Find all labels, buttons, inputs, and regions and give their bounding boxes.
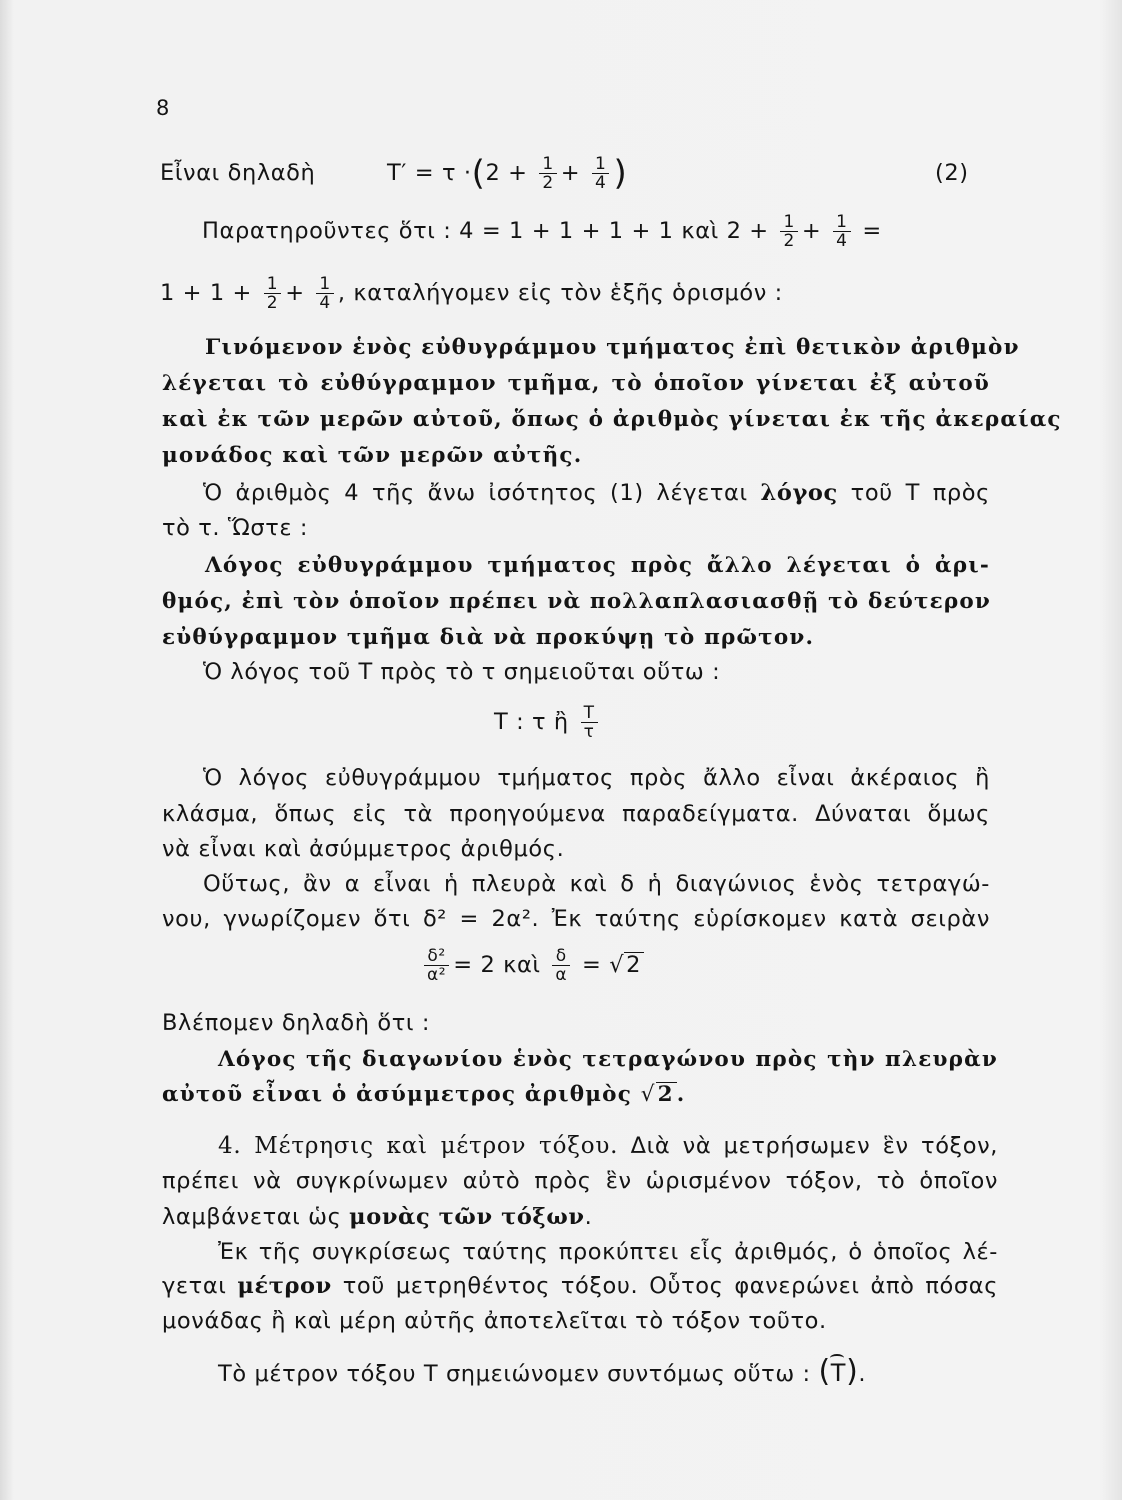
frac-num: 1 [780, 213, 797, 232]
obs-fraction-quarter [833, 213, 850, 250]
measure-paragraph-line-2 [162, 1271, 998, 1301]
def3-radicand: 2 [656, 1082, 677, 1107]
eq2-fraction-half [539, 155, 556, 192]
sqrt-eq-equals: = [581, 952, 602, 978]
definition-2-line-2: θμός, ἐπὶ τὸν ὁποῖον πρέπει νὰ πολλαπλασιασθῇ τὸ δεύτερον [162, 589, 992, 614]
definition-1-line-1: Γινόμενον ἑνὸς εὐθυγράμμου τμήματος ἐπὶ θετικὸν ἀριθμὸν [205, 335, 1020, 360]
frac-den: 4 [319, 293, 331, 313]
eq2-lhs: T′ = τ · [386, 160, 472, 186]
obs2-plus: + [285, 280, 305, 306]
section-4-text: Διὰ νὰ μετρήσωμεν ἓν τόξον, [630, 1133, 998, 1159]
notation-text: T : τ ἢ [494, 709, 569, 735]
sqrt-eq-fraction-1 [424, 947, 449, 984]
symbol-open-paren: ( [818, 1354, 831, 1389]
frac-num: 1 [592, 155, 609, 174]
section-4-line-3 [162, 1202, 592, 1232]
frac-num: 1 [833, 213, 850, 232]
ratio-paragraph-line-1 [203, 478, 990, 508]
frac-num: 1 [264, 275, 281, 294]
section-4-heading: 4. Μέτρησις καὶ μέτρον τόξου. [218, 1133, 619, 1159]
equation-2 [160, 153, 627, 193]
final-text: Τὸ μέτρον τόξου T σημειώνομεν συντόμως οὕτω : [218, 1361, 811, 1387]
frac-den: 2 [266, 293, 279, 313]
frac-den: α² [427, 965, 447, 985]
frac-num: T [581, 704, 598, 723]
symbol-close-paren: ) [846, 1354, 859, 1389]
obs-equals: = [862, 218, 882, 244]
section-4-line-2: πρέπει νὰ συγκρίνωμεν αὐτὸ πρὸς ἓν ὡρισμένον τόξον, τὸ ὁποῖον [162, 1168, 998, 1194]
frac-den: 2 [783, 231, 795, 251]
obs2-fraction-half [264, 275, 281, 312]
definition-3-line-2 [162, 1080, 685, 1110]
sqrt-equation [420, 940, 644, 990]
sqrt-eq-mid: = 2 καὶ [453, 952, 541, 978]
notation-line: Ὁ λόγος τοῦ T πρὸς τὸ τ σημειοῦται οὕτω : [203, 659, 721, 685]
observation-line-1 [202, 211, 882, 251]
obs2-start: 1 + 1 + [160, 280, 252, 306]
measure-paragraph-line-1: Ἐκ τῆς συγκρίσεως ταύτης προκύπτει εἷς ἀριθμός, ὁ ὁποῖος λέ- [218, 1239, 998, 1265]
definition-1-line-2: λέγεται τὸ εὐθύγραμμον τμῆμα, τὸ ὁποῖον γίνεται ἐξ αὐτοῦ [162, 371, 990, 396]
eq2-fraction-quarter [592, 155, 609, 192]
notation-fraction [581, 704, 598, 741]
frac-den: α [555, 965, 568, 985]
eq2-intro: Εἶναι δηλαδὴ [160, 160, 316, 186]
definition-1-line-4: μονάδος καὶ τῶν μερῶν αὐτῆς. [162, 443, 583, 468]
observation-line-2 [160, 273, 783, 313]
definition-3-line-1: Λόγος τῆς διαγωνίου ἑνὸς τετραγώνου πρὸς τὴν πλευρὰν [218, 1047, 998, 1072]
def3-text: αὐτοῦ εἶναι ὁ ἀσύμμετρος ἀριθμὸς [162, 1082, 633, 1107]
ratio-text: Ὁ ἀριθμὸς 4 τῆς ἄνω ἰσότητος (1) λέγεται [203, 480, 748, 506]
frac-num: δ² [424, 947, 449, 966]
obs-text: Παρατηροῦντες ὅτι : 4 = 1 + 1 + 1 + 1 καὶ 2 + [202, 218, 769, 244]
eq2-close-paren: ) [613, 153, 628, 194]
equation-label: (2) [935, 160, 969, 186]
ratio-nature-line-3: νὰ εἶναι καὶ ἀσύμμετρος ἀριθμός. [162, 836, 565, 862]
measure-text-b: τοῦ μετρηθέντος τόξου. Οὗτος φανερώνει ἀπὸ πόσας [342, 1273, 998, 1299]
def3-period: . [676, 1082, 686, 1107]
radical-sign: √ [609, 952, 625, 978]
definition-2-line-1: Λόγος εὐθυγράμμου τμήματος πρὸς ἄλλο λέγεται ὁ ἀρι- [205, 553, 990, 578]
square-paragraph-line-1: Οὕτως, ἂν α εἶναι ἡ πλευρὰ καὶ δ ἡ διαγώνιος ἑνὸς τετραγώ- [203, 871, 990, 897]
measure-term-bold: μέτρον [237, 1273, 332, 1299]
frac-den: 4 [595, 173, 607, 193]
eq2-plus: + [560, 160, 581, 186]
obs2-fraction-quarter [316, 275, 333, 312]
page-number: 8 [156, 96, 170, 120]
ratio-paragraph-line-2: τὸ τ. Ὥστε : [162, 515, 309, 541]
ratio-text-end: τοῦ T πρὸς [850, 480, 990, 506]
frac-num: δ [552, 947, 570, 966]
frac-den: 2 [542, 173, 554, 193]
frac-num: 1 [316, 275, 333, 294]
final-line [218, 1350, 866, 1394]
ratio-nature-line-2: κλάσμα, ὅπως εἰς τὰ προηγούμενα παραδείγματα. Δύναται ὅμως [162, 801, 990, 827]
ratio-nature-line-1: Ὁ λόγος εὐθυγράμμου τμήματος πρὸς ἄλλο εἶναι ἀκέραιος ἢ [203, 765, 990, 791]
def3-radical-sign: √ [640, 1082, 656, 1107]
section-4-line-1 [218, 1131, 998, 1161]
frac-den: τ [583, 722, 595, 742]
eq2-open-paren: ( [471, 153, 486, 194]
eq2-two-plus: 2 + [485, 160, 528, 186]
obs-plus: + [801, 218, 822, 244]
measure-paragraph-line-3: μονάδας ἢ καὶ μέρη αὐτῆς ἀποτελεῖται τὸ τόξον τοῦτο. [162, 1308, 827, 1334]
obs2-end: , καταλήγομεν εἰς τὸν ἑξῆς ὁρισμόν : [337, 280, 783, 306]
arc-measure-symbol [818, 1350, 858, 1395]
definition-1-line-3: καὶ ἐκ τῶν μερῶν αὐτοῦ, ὅπως ὁ ἀριθμὸς γίνεται ἐκ τῆς ἀκεραίας [162, 407, 1062, 432]
arc-mark-icon [830, 1354, 844, 1362]
definition-2-line-3: εὐθύγραμμον τμῆμα διὰ νὰ προκύψῃ τὸ πρῶτον. [162, 625, 815, 650]
see-line: Βλέπομεν δηλαδὴ ὅτι : [162, 1010, 431, 1036]
obs-fraction-half [780, 213, 797, 250]
square-paragraph-line-2: νου, γνωρίζομεν ὅτι δ² = 2α². Ἐκ ταύτης εὑρίσκομεν κατὰ σειρὰν [162, 906, 990, 932]
frac-num: 1 [539, 155, 556, 174]
notation-formula [494, 700, 602, 744]
symbol-letter: T [830, 1359, 847, 1387]
measure-text-a: γεται [162, 1273, 227, 1299]
radicand: 2 [624, 952, 644, 977]
section-4-text-3: λαμβάνεται ὡς [162, 1204, 342, 1230]
final-period: . [858, 1361, 867, 1387]
section-4-period: . [584, 1204, 593, 1230]
frac-den: 4 [836, 231, 848, 251]
unit-of-arcs-bold: μονὰς τῶν τόξων [349, 1204, 585, 1230]
ratio-term-bold: λόγος [760, 480, 838, 506]
sqrt-eq-fraction-2 [552, 947, 570, 984]
